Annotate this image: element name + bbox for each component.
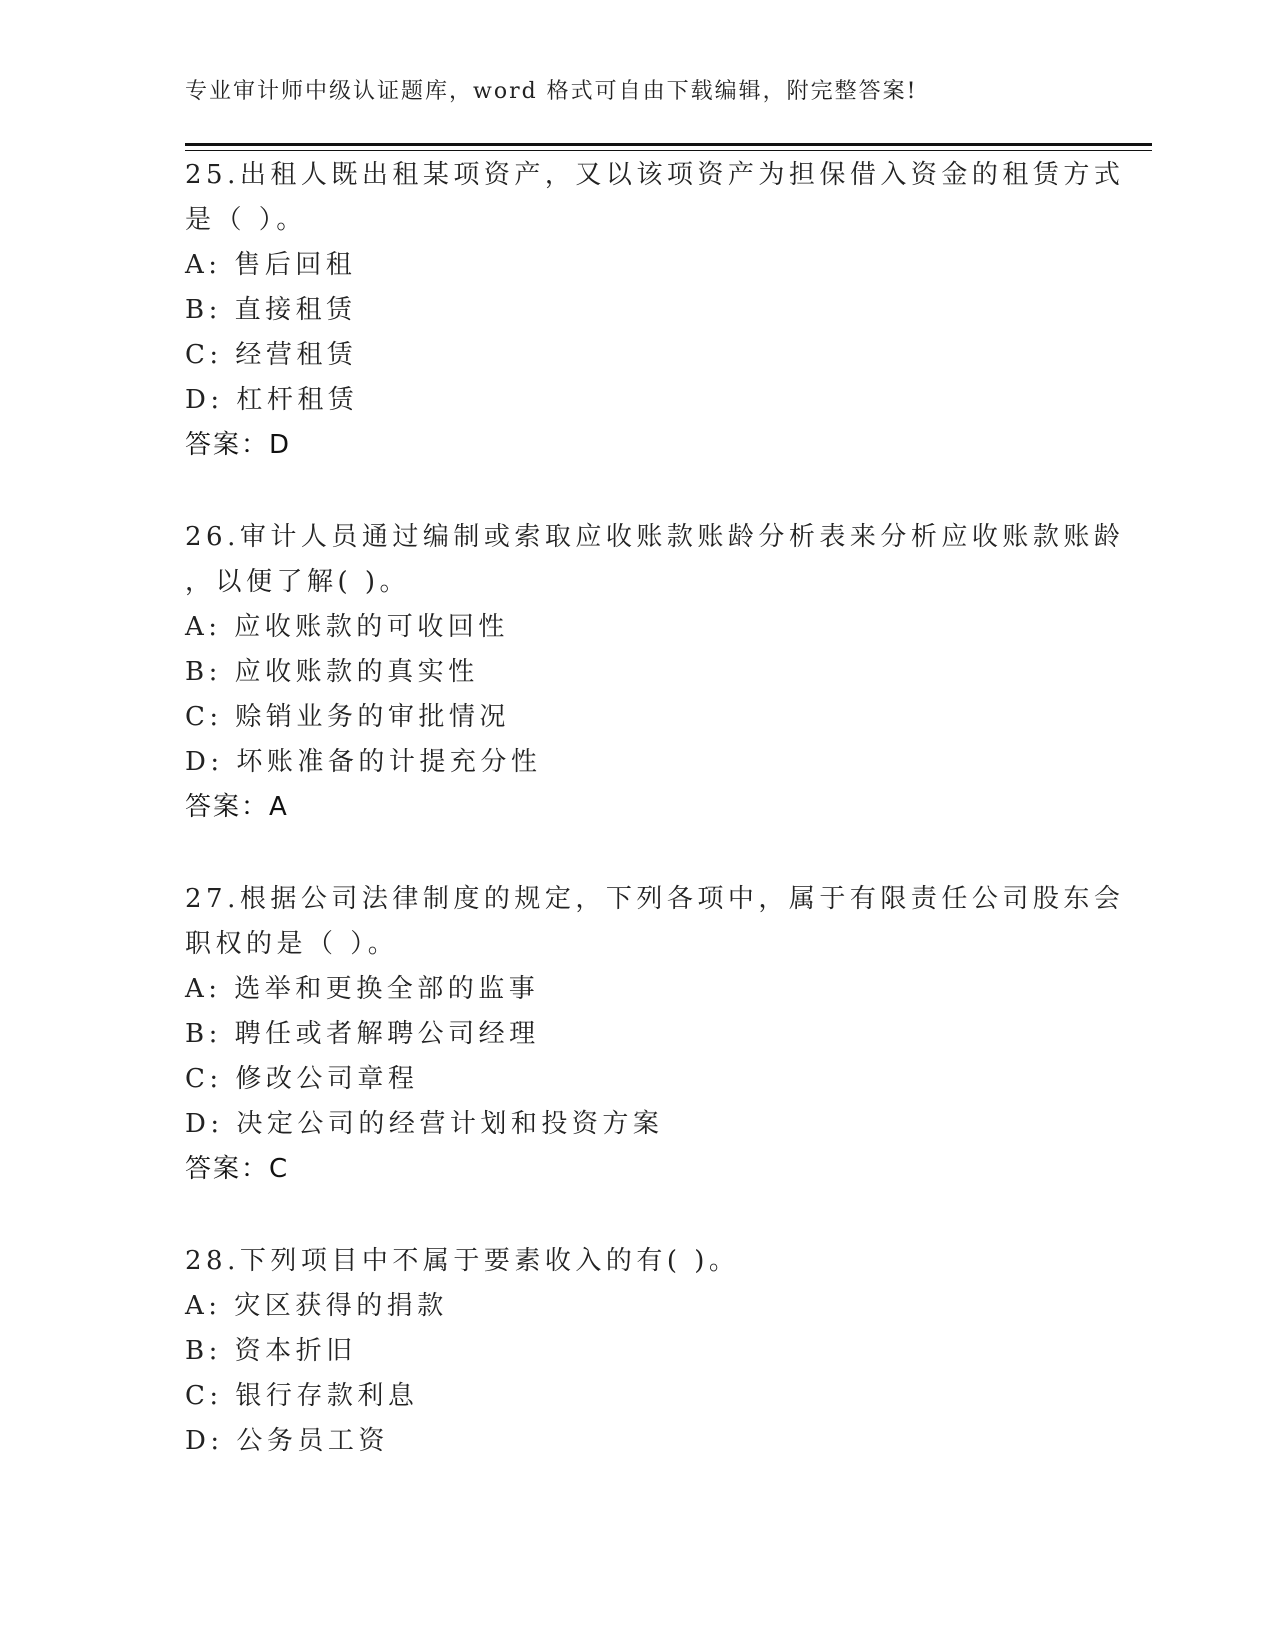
answer-label: 答案：C [185, 1154, 290, 1184]
option-b: B: 聘任或者解聘公司经理 [185, 1019, 540, 1049]
option-b: B: 直接租赁 [185, 295, 357, 325]
question-27 [185, 884, 1125, 1184]
option-a: A: 售后回租 [185, 250, 357, 280]
answer-label: 答案：D [185, 430, 292, 460]
header-rule-thick [185, 143, 1152, 146]
option-a: A: 灾区获得的捐款 [185, 1291, 448, 1321]
page-header: 专业审计师中级认证题库，word 格式可自由下载编辑，附完整答案! [185, 79, 918, 104]
question-stem-line: 28.下列项目中不属于要素收入的有( )。 [185, 1246, 740, 1276]
option-c: C: 赊销业务的审批情况 [185, 702, 510, 732]
option-b: B: 应收账款的真实性 [185, 657, 479, 687]
option-d: D: 决定公司的经营计划和投资方案 [185, 1109, 664, 1139]
question-stem-line: ，以便了解( )。 [185, 567, 411, 597]
question-28 [185, 1246, 1125, 1471]
question-stem-line: 是（ ）。 [185, 205, 307, 235]
option-d: D: 杠杆租赁 [185, 385, 359, 415]
question-stem-line: 职权的是（ ）。 [185, 929, 399, 959]
question-stem-line: 26.审计人员通过编制或索取应收账款账龄分析表来分析应收账款账龄 [185, 522, 1125, 552]
option-d: D: 公务员工资 [185, 1426, 389, 1456]
option-c: C: 银行存款利息 [185, 1381, 419, 1411]
answer-label: 答案：A [185, 792, 289, 822]
option-c: C: 修改公司章程 [185, 1064, 419, 1094]
option-d: D: 坏账准备的计提充分性 [185, 747, 542, 777]
option-a: A: 应收账款的可收回性 [185, 612, 509, 642]
header-rule-thin [185, 150, 1152, 151]
option-c: C: 经营租赁 [185, 340, 358, 370]
question-stem-line: 25.出租人既出租某项资产，又以该项资产为担保借入资金的租赁方式 [185, 160, 1125, 190]
option-b: B: 资本折旧 [185, 1336, 357, 1366]
question-stem-line: 27.根据公司法律制度的规定，下列各项中，属于有限责任公司股东会 [185, 884, 1125, 914]
question-25 [185, 160, 1125, 460]
option-a: A: 选举和更换全部的监事 [185, 974, 540, 1004]
question-26 [185, 522, 1125, 822]
